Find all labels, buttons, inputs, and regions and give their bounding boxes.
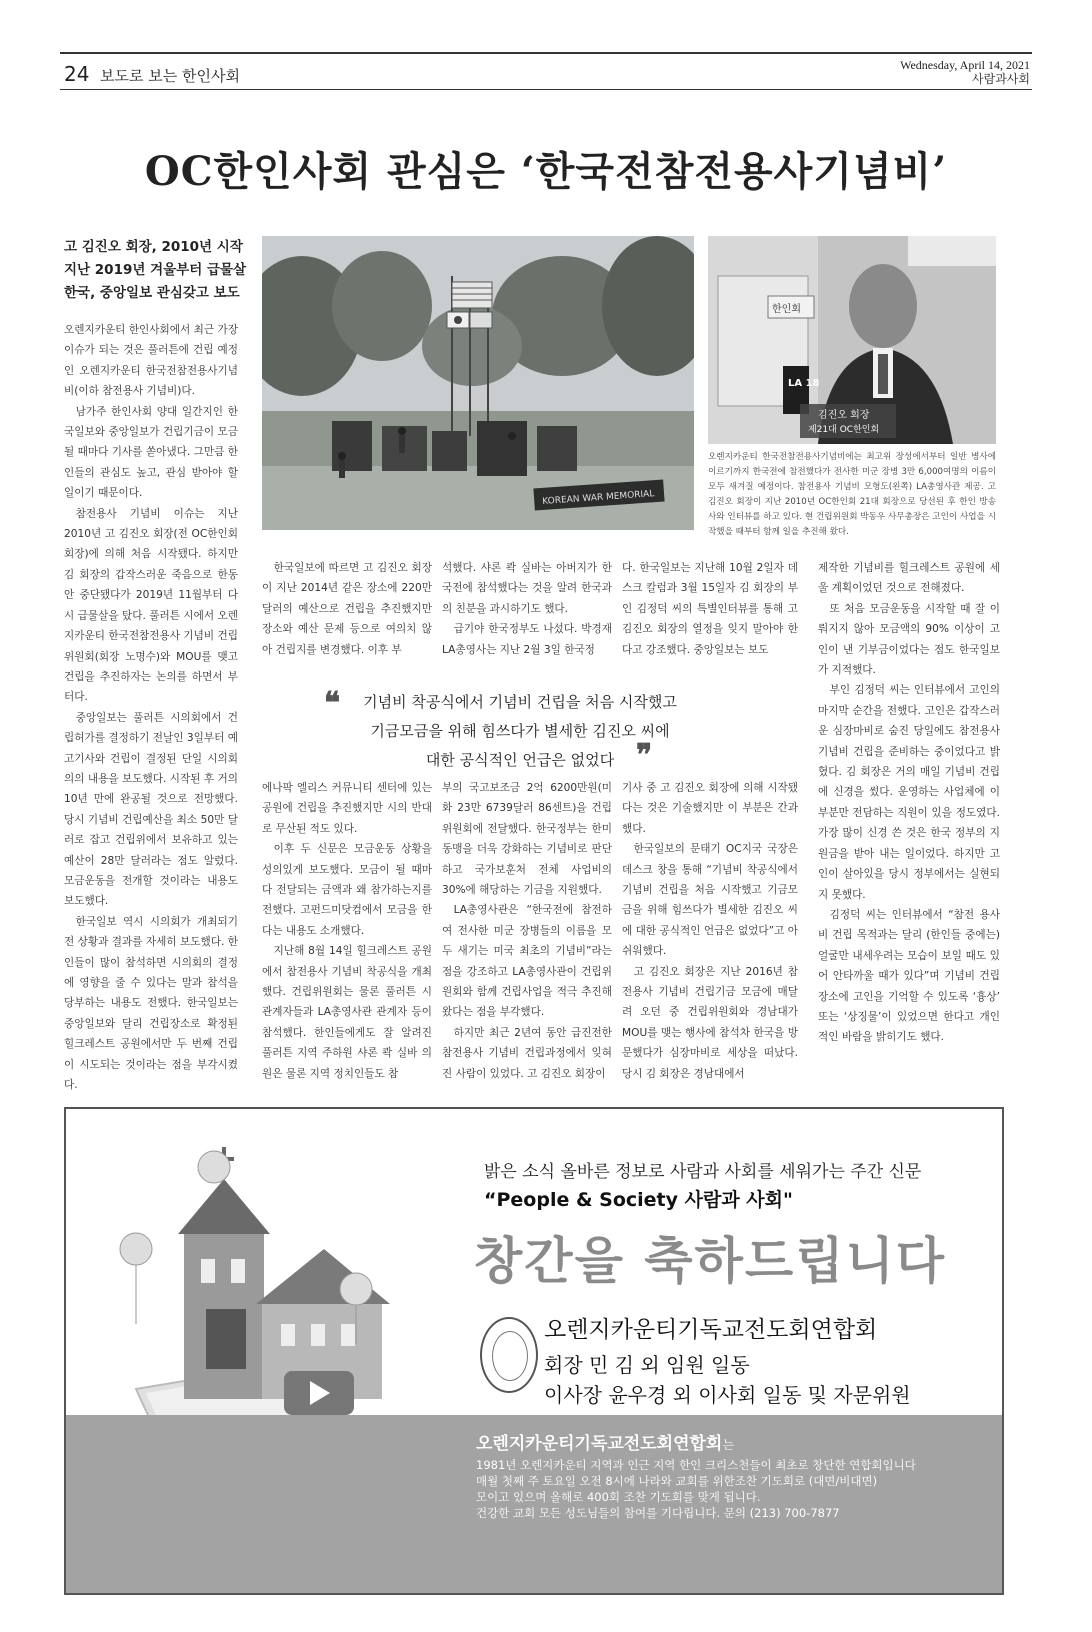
ad-footer-line: 1981년 오렌지카운티 지역과 인근 지역 한인 크리스천들이 최초로 창단한 연합회입니다	[476, 1458, 916, 1472]
paragraph: 부인 김정덕 씨는 인터뷰에서 고인의 마지막 순간을 전했다. 고인은 갑작스러운 심장마비로 숨진 당일에도 참전용사 기념비 건립을 준비하는 중이었다고 밝혔다. 김 회장은 거의 매일 기념비 건립에 신경을 썼다. 운영하는 사업체에 이 부분만 전담하는 직원이 있을 정도였다. 가장 많이 신경 쓴 것은 한국 정부의 지원금을 받아 내는 일이었다. 하지만 고인이 살아있을 당시 정부에서는 실현되지 못했다.	[818, 684, 1000, 901]
page-number: 24	[64, 62, 90, 86]
paragraph: 지난해 8월 14일 힐크레스트 공원에서 참전용사 기념비 착공식을 개최했다. 건립위원회는 물론 풀러튼 시 관계자들과 LA총영사관 관계자 등이 참석했다. 한인들에게도 잘 알려진 풀러튼 지역 주하원 샤론 콱 실바 의원은 물론 지역 정치인들도 참	[262, 945, 432, 1080]
interview-illustration	[708, 236, 996, 444]
pull-quote-line: 대한 공식적인 언급은 없었다	[425, 751, 615, 769]
ad-footer-line: 모이고 있으며 올해로 400회 조찬 기도회를 맞게 됩니다.	[476, 1490, 761, 1504]
paragraph: 석했다. 샤론 콱 실바는 아버지가 한국전에 참석했다는 것을 알려 한국과의 친분을 과시하기도 했다.	[442, 562, 612, 615]
subheadline-line: 지난 2019년 겨울부터 급물살	[64, 262, 247, 278]
congratulatory-advertisement	[64, 1107, 1004, 1595]
masthead	[60, 52, 1032, 90]
paragraph: 한국일보에 따르면 고 김진오 회장이 지난 2014년 같은 장소에 220만 달러의 예산으로 건립을 추진했지만 장소와 예산 문제 등으로 여의치 않아 건립지를 변경했다. 이후 부	[262, 562, 432, 656]
paragraph: 이후 두 신문은 모금운동 상황을 성의있게 보도했다. 모금이 될 때마다 전달되는 금액과 왜 참가하는지를 전했다. 고펀드미닷컴에서 모금을 한다는 내용도 소개했다.	[262, 843, 432, 937]
organization-seal	[480, 1317, 538, 1393]
photo-caption: 오렌지카운티 한국전참전용사기념비에는 최고위 장성에서부터 일반 병사에 이르기까지 한국전에 참전했다가 전사한 미군 장병 3만 6,000여명의 이름이 모두 새겨질 예정이다. 참전용사 기념비 모형도(왼쪽) LA총영사관 제공. 고 김진오 회장이 지난 2010년 OC한인회 21대 회장으로 당선된 후 한인 방송사와 인터뷰를 하고 있다. 현 건립위원회 박동우 사무총장은 고인이 사업을 시작했을 때부터 함께 일을 추진해 왔다.	[708, 452, 996, 537]
article-column-4a	[622, 558, 798, 660]
article-column-1	[64, 320, 238, 1095]
memorial-sign-text: KOREAN WAR MEMORIAL	[541, 489, 655, 507]
storefront-sign: 한인회	[772, 304, 801, 315]
pull-quote-line: 기념비 착공식에서 기념비 건립을 처음 시작했고	[363, 693, 677, 711]
ad-congrats-headline: 창간을 축하드립니다	[474, 1232, 947, 1290]
article-column-3a	[442, 558, 612, 660]
issue-date: Wednesday, April 14, 2021	[900, 58, 1030, 72]
section-title: 보도로 보는 한인사회	[100, 67, 240, 85]
ad-footer-line: 매월 첫째 주 토요일 오전 8시에 나라와 교회를 위한조찬 기도회로 (대면/비대면)	[476, 1474, 878, 1488]
paragraph: 한국일보의 문태기 OC지국 국장은 데스크 창을 통해 “기념비 착공식에서 기념비 건립을 처음 시작했고 기금모금을 위해 힘쓰다가 별세한 김진오 씨에 대한 공식적인 언급은 없었다”고 아쉬워했다.	[622, 843, 798, 958]
memorial-rendering-photo	[262, 236, 694, 530]
subheadline-line: 고 김진오 회장, 2010년 시작	[64, 239, 243, 255]
issue-date-block	[900, 58, 1030, 86]
memorial-rendering-illustration	[262, 236, 694, 530]
close-quote-icon: ❞	[636, 738, 653, 773]
paragraph: 김정덕 씨는 인터뷰에서 “참전 용사비 건립 목적과는 달리 (한인들 중에는) 얼굴만 내세우려는 모습이 보일 때도 있어 안타까울 때가 있다”며 기념비 건립장소에 고인을 기억할 수 있도록 ‘흉상’ 또는 ‘상징물’이 있었으면 한다고 개인적인 바람을 밝히기도 했다.	[818, 908, 1000, 1044]
ad-board: 이사장 윤우경 외 이사회 일동 및 자문위원	[544, 1383, 911, 1407]
ad-paper-name: “People & Society 사람과 사회"	[484, 1189, 793, 1211]
pull-quote	[330, 688, 710, 775]
open-quote-icon: ❝	[324, 686, 341, 721]
headline: OC한인사회 관심은 ‘한국전참전용사기념비’	[144, 148, 948, 195]
paragraph: 한국일보 역시 시의회가 개최되기 전 상황과 결과를 자세히 보도했다. 한인들이 많이 참석하면 시의회의 결정에 영향을 줄 수 있다는 말과 참석을 당부하는 내용도 전했다. 한국일보는 중앙일보와 달리 건립장소로 확정된 힐크레스트 공원에서만 두 번째 건립이 시도되는 것이라는 점을 부각시켰다.	[64, 915, 238, 1092]
article-column-2b	[262, 778, 432, 1084]
article-column-2a	[262, 558, 432, 660]
paragraph: 고 김진오 회장은 지난 2016년 참전용사 기념비 건립기금 모금에 매달려 오던 중 건립위원회와 경남대가 MOU를 맺는 행사에 참석차 한국을 방문했다가 심장마비로 세상을 떠났다. 당시 김 회장은 경남대에서	[622, 965, 798, 1080]
paragraph: LA총영사관은 “한국전에 참전하여 전사한 미군 장병들의 이름을 모두 새기는 미국 최초의 기념비”라는 점을 강조하고 LA총영사관이 건립위원회와 함께 건립사업을 적극 추진해 왔다는 점을 부각했다.	[442, 904, 612, 1019]
ad-footer-title	[476, 1429, 734, 1454]
subheadline-line: 한국, 중앙일보 관심갖고 보도	[64, 285, 240, 301]
ad-officers: 회장 민 김 외 임원 일동	[544, 1353, 750, 1377]
ad-footer-title-suffix: 는	[722, 1438, 734, 1452]
paragraph: 부의 국고보조금 2억 6200만원(미화 23만 6739달러 86센트)을 건립위원회에 전달했다. 한국정부는 한미동맹을 더욱 강화하는 기념비로 판단하고 국가보훈처 전체 사업비의 30%에 해당하는 기금을 지원했다.	[442, 782, 612, 897]
paragraph: 참전용사 기념비 이슈는 지난 2010년 고 김진오 회장(전 OC한인회 회장)에 의해 처음 시작됐다. 하지만 김 회장의 갑작스러운 죽음으로 한동안 중단됐다가 2019년 11월부터 다시 급물살을 탔다. 풀러튼 시에서 오렌지카운티 한국전참전용사 기념비 건립위원회(회장 노명수)와 MOU를 맺고 건립을 추진하자는 논의를 하면서 부터다.	[64, 507, 238, 704]
paragraph: 기사 중 고 김진오 회장에 의해 시작됐다는 것은 기술했지만 이 부분은 간과했다.	[622, 782, 798, 835]
ad-footer-line: 건강한 교회 모든 성도님들의 참여를 기다립니다. 문의 (213) 700-7877	[476, 1506, 840, 1520]
paragraph: 다. 한국일보는 지난해 10월 2일자 데스크 칼럼과 3월 15일자 김 회장의 부인 김정덕 씨의 특별인터뷰를 통해 고 김진오 회장의 열정을 잊지 말아야 한다고 강조했다. 중앙일보는 보도	[622, 562, 798, 656]
ad-tagline: 밝은 소식 올바른 정보로 사람과 사회를 세워가는 주간 신문	[484, 1162, 922, 1182]
publication-name: 사람과사회	[972, 72, 1030, 86]
name-tag: 김진오 회장	[818, 410, 870, 421]
article-column-5	[818, 558, 1000, 1048]
ad-org-name: 오렌지카운티기독교전도회연합회	[544, 1317, 878, 1343]
paragraph: 제작한 기념비를 힐크레스트 공원에 세울 계획이었던 것으로 전해졌다.	[818, 562, 1000, 595]
interview-photo	[708, 236, 996, 444]
article-column-3b	[442, 778, 612, 1084]
name-tag-sub: 제21대 OC한인회	[808, 425, 880, 435]
pull-quote-line: 기금모금을 위해 힘쓰다가 별세한 김진오 씨에	[370, 722, 670, 740]
paragraph: 에나팍 엘리스 커뮤니티 센터에 있는 공원에 건립을 추진했지만 시의 반대로 무산된 적도 있다.	[262, 782, 432, 835]
paragraph: 오렌지카운티 한인사회에서 최근 가장 이슈가 되는 것은 풀러튼에 건립 예정인 오렌지카운티 한국전참전용사기념비(이하 참전용사 기념비)다.	[64, 324, 238, 398]
ad-footer-title-text: 오렌지카운티기독교전도회연합회	[476, 1434, 723, 1454]
paragraph: 중앙일보는 풀러튼 시의회에서 건립허가를 결정하기 전날인 3일부터 예고기사와 건립이 결정된 단일 시의회의의 내용을 보도했다. 시작된 후 거의 10년 만에 완공될 것으로 전망했다. 당시 기념비 건립예산을 최소 50만 달러로 잡고 건립위에서 보유하고 있는 예산이 28만 달러라는 점도 알렸다. 모금운동을 전개할 것이라는 내용도 보도했다.	[64, 711, 238, 908]
ad-footer-bar	[66, 1415, 1002, 1595]
paragraph: 하지만 최근 2년여 동안 급진전한 참전용사 기념비 건립과정에서 잊혀진 사람이 있었다. 고 김진오 회장이	[442, 1026, 612, 1080]
subheadline	[64, 236, 250, 305]
mic-label: LA 18	[788, 378, 820, 389]
paragraph: 급기야 한국정부도 나섰다. 박경재 LA총영사는 지난 2월 3일 한국정	[442, 623, 612, 656]
paragraph: 남가주 한인사회 양대 일간지인 한국일보와 중앙일보가 건립기금이 모금될 때마다 기사를 쏟아냈다. 그만큼 한인들의 관심도 높고, 관심 받아야 할 일이기 때문이다.	[64, 405, 238, 500]
article-column-4b	[622, 778, 798, 1084]
paragraph: 또 처음 모금운동을 시작할 때 잘 이뤄지지 않아 모금액의 90% 이상이 고인이 낸 기부금이었다는 점도 한국일보가 지적했다.	[818, 602, 1000, 677]
